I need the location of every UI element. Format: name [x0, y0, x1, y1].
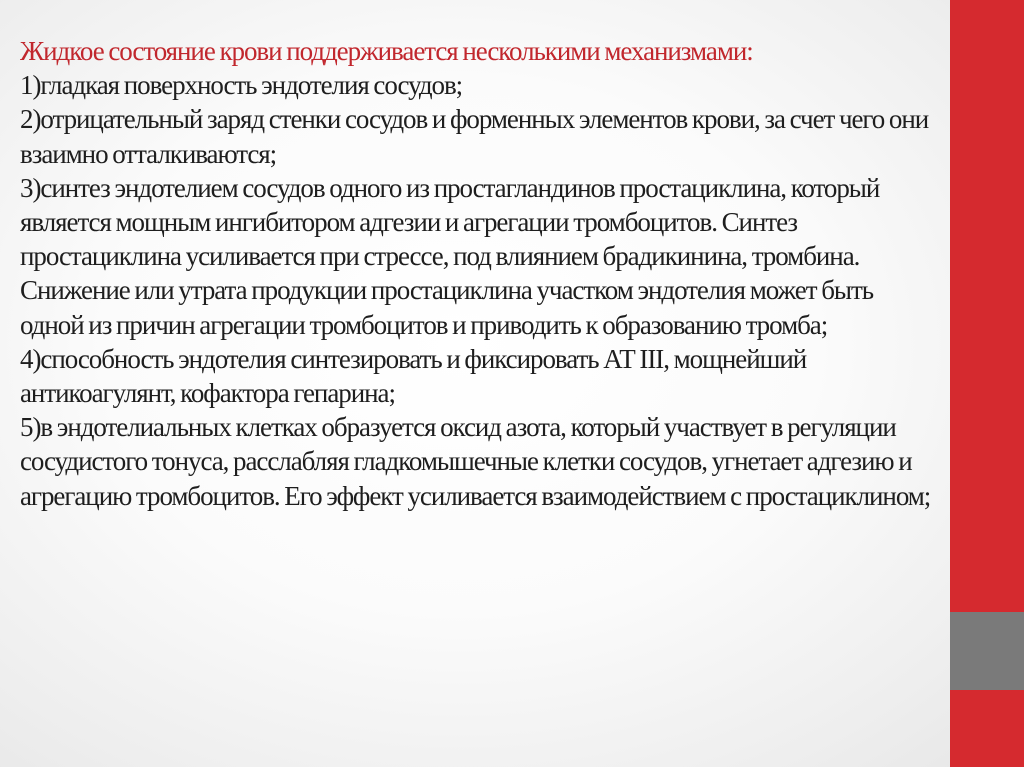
list-item-3: 3)синтез эндотелием сосудов одного из простагландинов простациклина, который является мощным ингибитором адгезии и агрегации тромбоцитов. Синтез простациклина усиливается при стрессе, под влиянием брадикинина, тромбина. Снижение или утрата продукции простациклина участком эндотелия может быть одной из причин агрегации тромбоцитов и приводить к образованию тромба; — [20, 172, 880, 340]
gray-accent-block — [950, 612, 1024, 690]
slide-title: Жидкое состояние крови поддерживается несколькими механизмами: — [20, 36, 753, 66]
red-accent-bar — [950, 0, 1024, 767]
list-item-5: 5)в эндотелиальных клетках образуется оксид азота, который участвует в регуляции сосудистого тонуса, расслабляя гладкомышечные клетки сосудов, угнетает адгезию и агрегацию тромбоцитов. Его эффект усиливается взаимодействием с простациклином; — [20, 412, 931, 511]
list-item-2: 2)отрицательный заряд стенки сосудов и форменных элементов крови, за счет чего они взаимно отталкиваются; — [20, 104, 929, 169]
list-item-4: 4)способность эндотелия синтезировать и фиксировать АТ III, мощнейший антикоагулянт, кофактора гепарина; — [20, 343, 807, 409]
list-item-1: 1)гладкая поверхность эндотелия сосудов; — [20, 70, 463, 101]
slide-text-body — [20, 34, 940, 513]
